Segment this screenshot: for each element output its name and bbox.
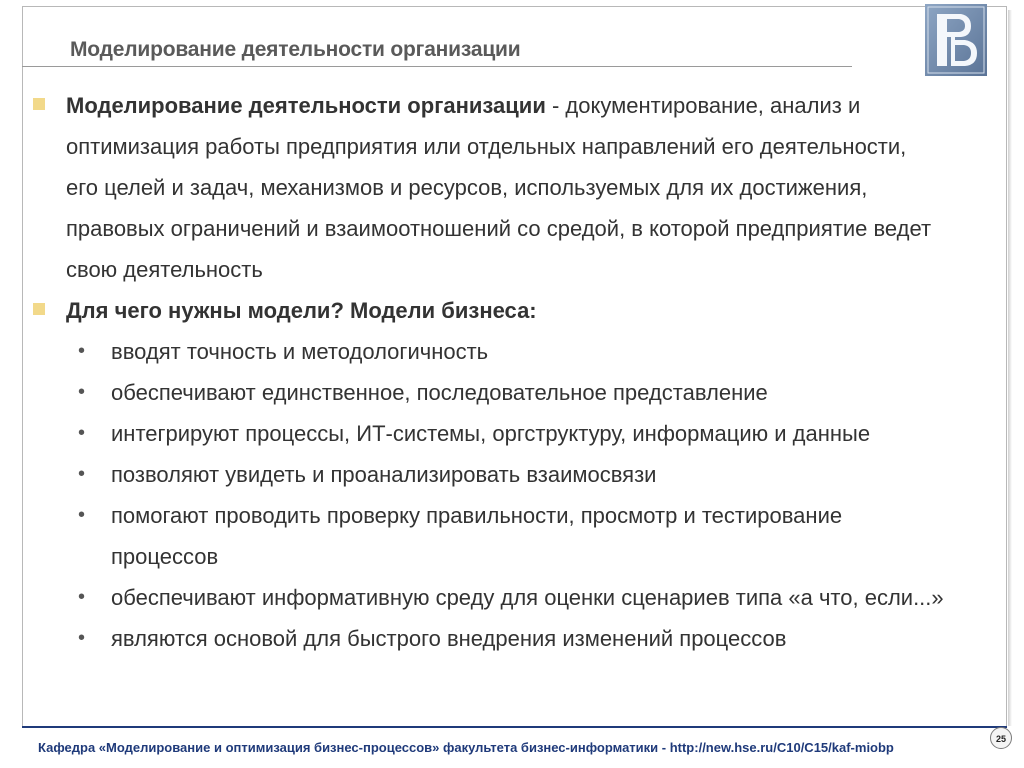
definition-term: Моделирование деятельности организации	[66, 93, 546, 118]
bullet-dot-icon: •	[78, 627, 86, 649]
list-item-definition	[30, 85, 1000, 290]
definition-line-1	[66, 85, 1000, 126]
list-item	[30, 577, 1000, 618]
list-item	[30, 454, 1000, 495]
definition-line-5: свою деятельность	[66, 257, 263, 282]
list-item-continuation	[30, 536, 1000, 577]
list-item	[30, 618, 1000, 659]
definition-line-2: оптимизация работы предприятия или отдельных направлений его деятельности,	[66, 134, 907, 159]
bullet-dot-icon: •	[78, 586, 86, 608]
slide-title: Моделирование деятельности организации	[70, 38, 521, 61]
bullet-text: являются основой для быстрого внедрения изменений процессов	[111, 626, 787, 651]
bullet-text: интегрируют процессы, ИТ-системы, оргструктуру, информацию и данные	[111, 421, 871, 446]
bullet-text: обеспечивают единственное, последовательное представление	[111, 380, 768, 405]
models-heading: Для чего нужны модели? Модели бизнеса:	[66, 298, 537, 323]
list-item-models	[30, 290, 1000, 331]
bullet-dot-icon: •	[78, 381, 86, 403]
hse-logo-icon	[925, 4, 987, 76]
title-divider	[22, 66, 852, 67]
bullet-text: позволяют увидеть и проанализировать взаимосвязи	[111, 462, 657, 487]
list-item	[30, 331, 1000, 372]
definition-text: - документирование, анализ и	[545, 93, 861, 118]
slide-content	[30, 85, 1000, 659]
models-bullet-list	[30, 331, 1000, 659]
list-item	[30, 413, 1000, 454]
list-item	[30, 372, 1000, 413]
definition-line-3: его целей и задач, механизмов и ресурсов, используемых для их достижения,	[66, 175, 868, 200]
bullet-dot-icon: •	[78, 422, 86, 444]
page-number: 25	[990, 727, 1012, 749]
list-item	[30, 495, 1000, 536]
footer-text: Кафедра «Моделирование и оптимизация бизнес-процессов» факультета бизнес-информатики - http://new.hse.ru/C10/C15/kaf-miobp	[38, 740, 894, 755]
bullet-text: помогают проводить проверку правильности, просмотр и тестирование	[111, 503, 843, 528]
definition-line-4: правовых ограничений и взаимоотношений со средой, в которой предприятие ведет	[66, 216, 932, 241]
bullet-text: вводят точность и методологичность	[111, 339, 489, 364]
bullet-dot-icon: •	[78, 463, 86, 485]
bullet-dot-icon: •	[78, 340, 86, 362]
square-bullet-icon	[33, 98, 45, 110]
footer-divider	[22, 726, 1007, 728]
bullet-dot-icon: •	[78, 504, 86, 526]
square-bullet-icon	[33, 303, 45, 315]
bullet-text: обеспечивают информативную среду для оценки сценариев типа «а что, если...»	[111, 585, 944, 610]
frame-shadow	[1008, 10, 1012, 726]
bullet-text: процессов	[111, 544, 219, 569]
